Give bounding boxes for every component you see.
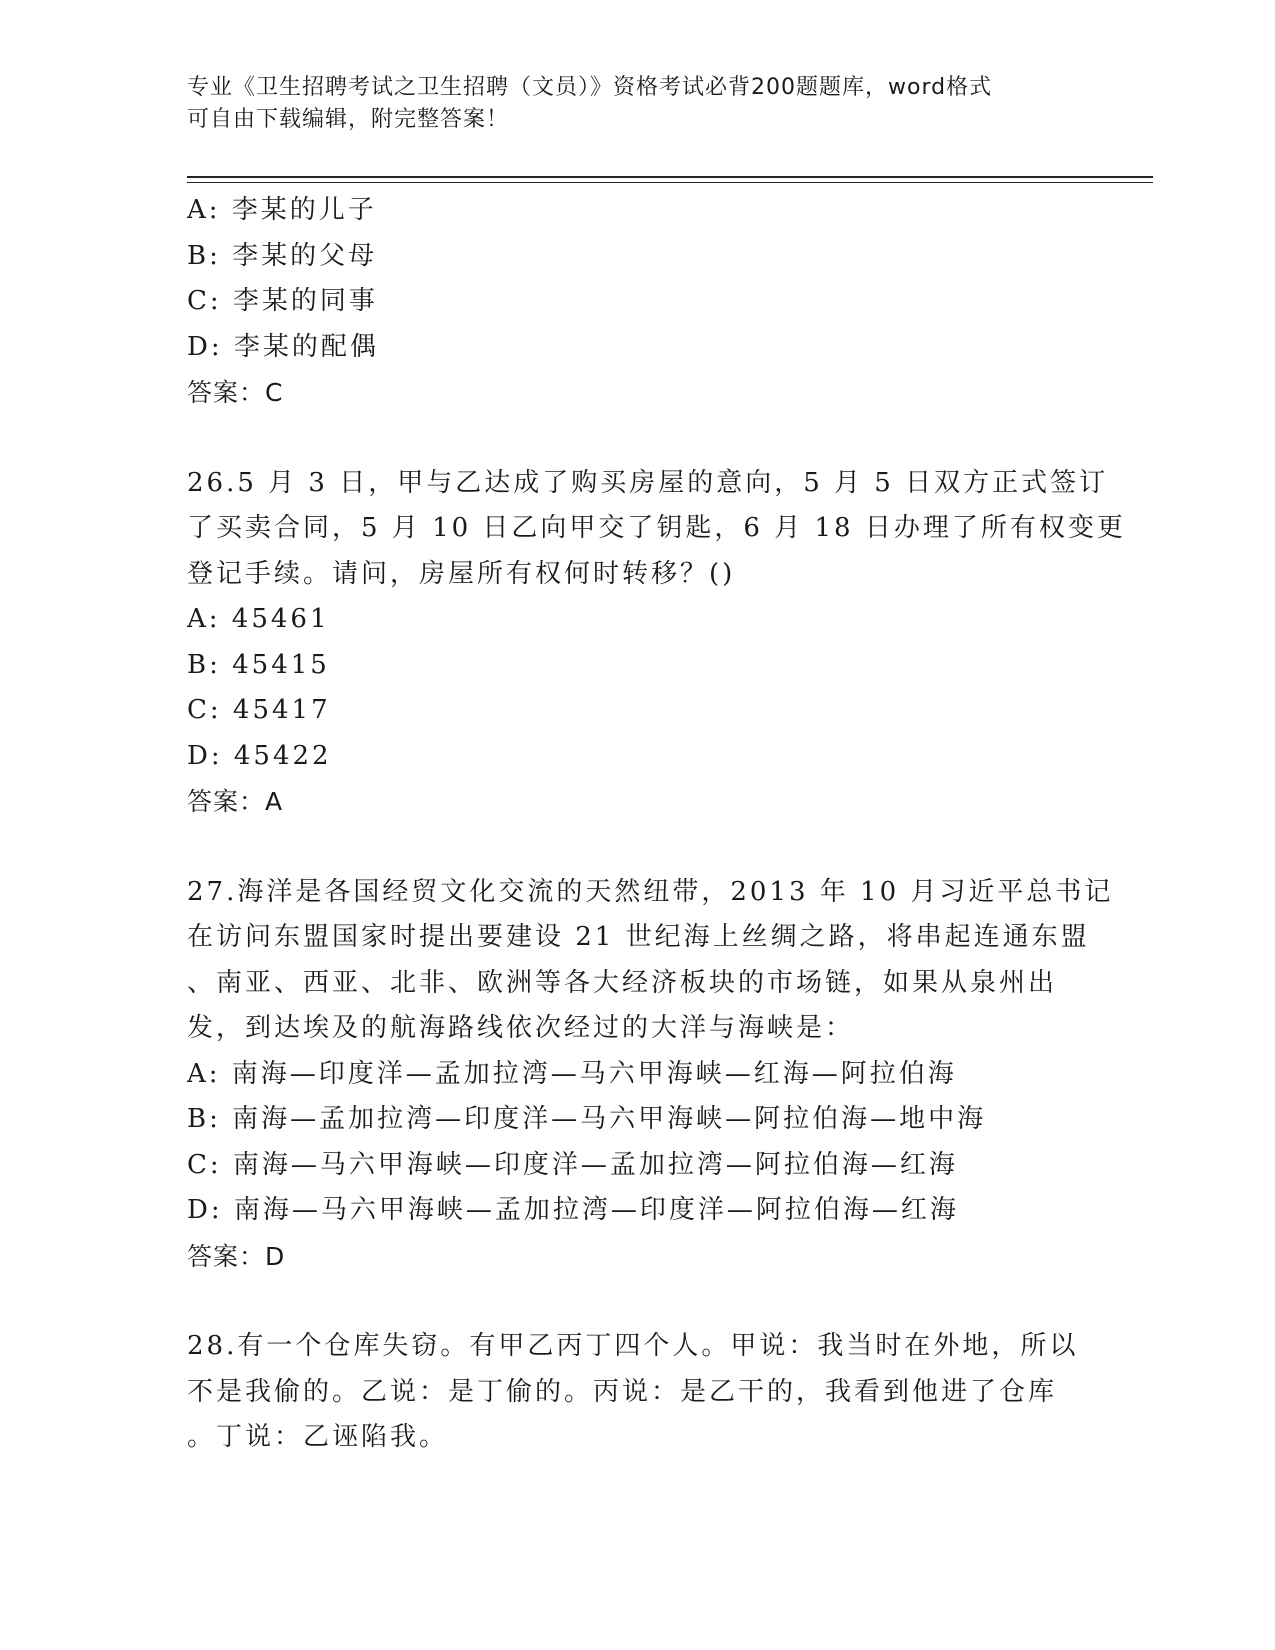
answer-text: 答案：C <box>187 378 284 407</box>
question-text-line: 26.5 月 3 日，甲与乙达成了购买房屋的意向，5 月 5 日双方正式签订 <box>187 467 1109 498</box>
option-b: B: 南海—孟加拉湾—印度洋—马六甲海峡—阿拉伯海—地中海 <box>187 1104 987 1134</box>
question-text-line: 了买卖合同，5 月 10 日乙向甲交了钥匙，6 月 18 日办理了所有权变更 <box>187 513 1126 543</box>
question-text-line: 、南亚、西亚、北非、欧洲等各大经济板块的市场链，如果从泉州出 <box>187 967 1058 998</box>
question-text-line: 27.海洋是各国经贸文化交流的天然纽带，2013 年 10 月习近平总书记 <box>187 876 1114 907</box>
question-26-block <box>187 461 1126 825</box>
document-header <box>187 72 1067 136</box>
document-body <box>187 188 1126 1461</box>
question-text-line: 28.有一个仓库失窃。有甲乙丙丁四个人。甲说：我当时在外地，所以 <box>187 1331 1079 1361</box>
option-a: A: 45461 <box>187 604 330 634</box>
header-rule-thin <box>187 182 1153 183</box>
header-line-1: 专业《卫生招聘考试之卫生招聘（文员）》资格考试必背200题题库，word格式 <box>187 75 993 100</box>
option-c: C: 李某的同事 <box>187 286 378 316</box>
option-d: D: 45422 <box>187 740 332 771</box>
option-a: A: 李某的儿子 <box>187 195 377 225</box>
option-c: C: 南海—马六甲海峡—印度洋—孟加拉湾—阿拉伯海—红海 <box>187 1149 958 1180</box>
option-b: B: 45415 <box>187 649 330 680</box>
question-text-line: 登记手续。请问，房屋所有权何时转移？() <box>187 558 736 589</box>
question-text-line: 发，到达埃及的航海路线依次经过的大洋与海峡是： <box>187 1013 855 1043</box>
answer-text: 答案：A <box>187 787 284 816</box>
option-d: D: 李某的配偶 <box>187 331 379 362</box>
spacer <box>187 416 1087 461</box>
option-d: D: 南海—马六甲海峡—孟加拉湾—印度洋—阿拉伯海—红海 <box>187 1195 959 1225</box>
option-a: A: 南海—印度洋—孟加拉湾—马六甲海峡—红海—阿拉伯海 <box>187 1058 957 1089</box>
option-b: B: 李某的父母 <box>187 240 378 271</box>
question-25-block <box>187 188 1087 416</box>
question-28-block <box>187 1324 1087 1461</box>
header-rule-thick <box>187 176 1153 178</box>
question-text-line: 在访问东盟国家时提出要建设 21 世纪海上丝绸之路，将串起连通东盟 <box>187 922 1090 952</box>
spacer <box>187 825 1087 870</box>
header-line-2: 可自由下载编辑，附完整答案！ <box>187 107 510 132</box>
spacer <box>187 1279 1087 1324</box>
question-27-block <box>187 870 1114 1280</box>
answer-text: 答案：D <box>187 1241 286 1271</box>
question-text-line: 。丁说：乙诬陷我。 <box>187 1422 449 1452</box>
question-text-line: 不是我偷的。乙说：是丁偷的。丙说：是乙干的，我看到他进了仓库 <box>187 1376 1058 1407</box>
option-c: C: 45417 <box>187 695 331 725</box>
